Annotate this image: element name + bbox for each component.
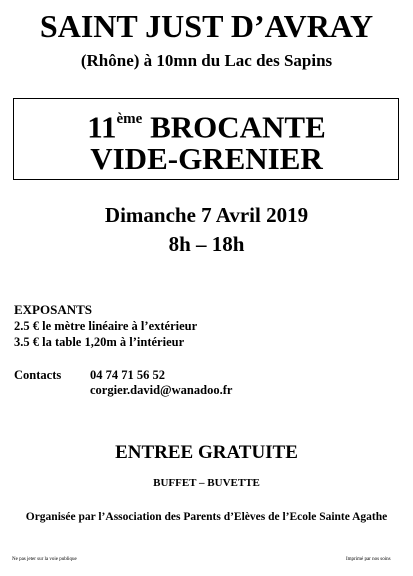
organizer-note: Organisée par l’Association des Parents d’Elèves de l’Ecole Sainte Agathe <box>25 511 388 523</box>
event-ordinal-suffix: ème <box>116 111 143 127</box>
location-subtitle: (Rhône) à 10mn du Lac des Sapins <box>80 51 333 70</box>
contacts-label: Contacts <box>14 368 62 382</box>
price-indoor: 3.5 € la table 1,20m à l’intérieur <box>14 335 185 349</box>
event-hours: 8h – 18h <box>168 232 245 256</box>
contact-email: corgier.david@wanadoo.fr <box>90 383 233 397</box>
event-title-line1 <box>0 105 413 144</box>
event-date: Dimanche 7 Avril 2019 <box>104 203 309 227</box>
footer-disposal-note: Ne pas jeter sur la voie publique <box>12 557 77 562</box>
exposants-heading: EXPOSANTS <box>14 302 93 317</box>
footer-print-note: Imprimé par nos soins <box>346 557 391 562</box>
contact-phone: 04 74 71 56 52 <box>90 368 165 382</box>
page-title: SAINT JUST D’AVRAY <box>39 8 374 44</box>
price-outdoor: 2.5 € le mètre linéaire à l’extérieur <box>14 319 198 333</box>
buffet-label: BUFFET – BUVETTE <box>153 477 260 489</box>
free-entry-label: ENTREE GRATUITE <box>115 442 298 463</box>
event-number: 11 <box>87 109 117 145</box>
event-title-line2: VIDE-GRENIER <box>90 141 323 176</box>
event-name: BROCANTE <box>142 109 326 145</box>
